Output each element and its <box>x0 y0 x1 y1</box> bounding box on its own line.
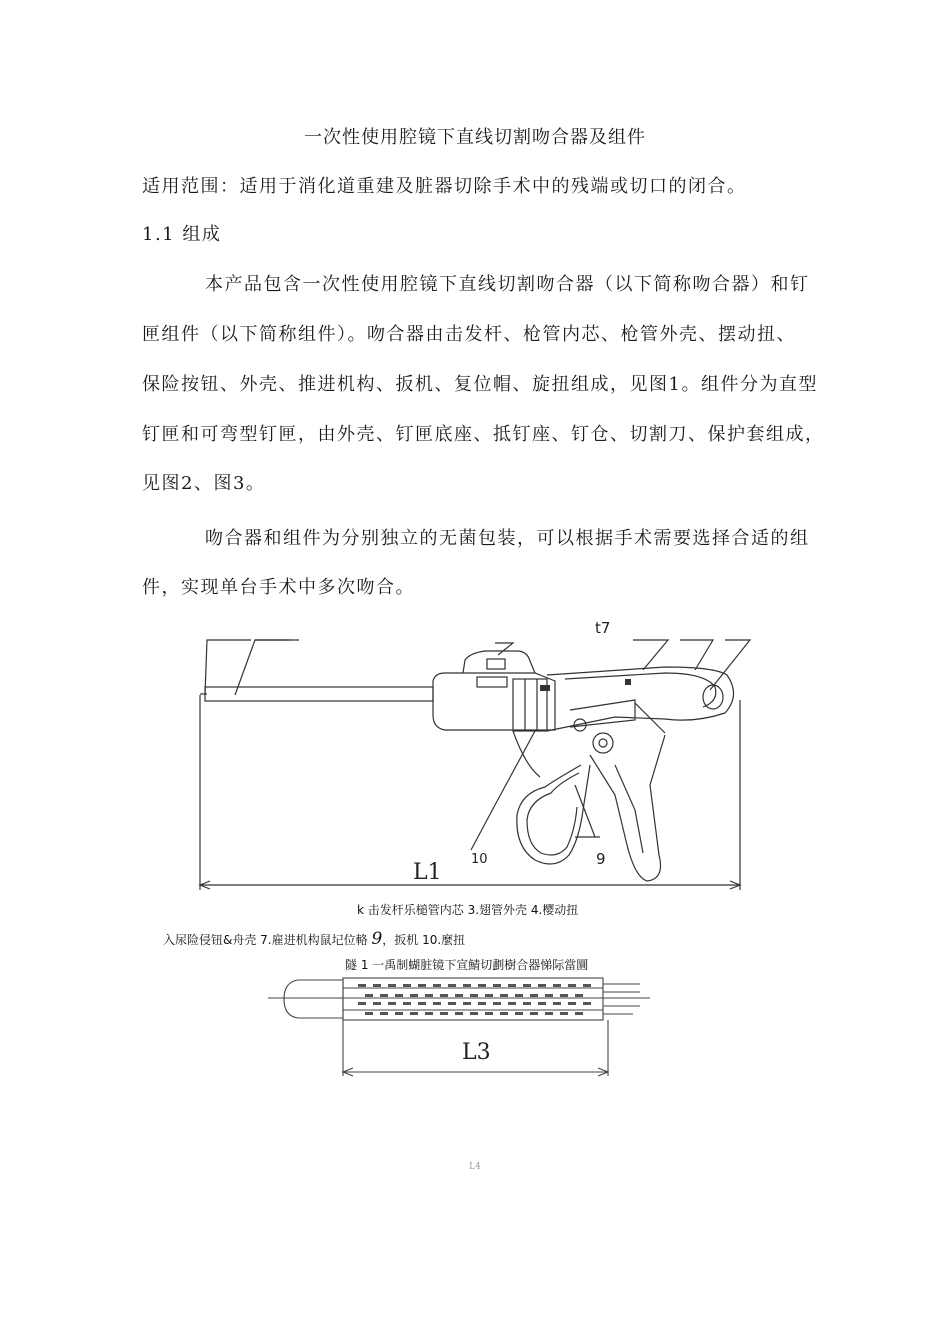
paragraph1-line: 匣组件（以下简称组件）。吻合器由击发杆、枪管内芯、枪管外壳、摆动扭、 <box>142 324 796 345</box>
paragraph1-line: 钉匣和可弯型钉匣，由外壳、钉匣底座、抵钉座、钉仓、切割刀、保护套组成， <box>142 424 825 445</box>
figure1-caption-line2 <box>163 929 465 949</box>
callout-label-9: 9 <box>596 850 606 868</box>
paragraph1-line: 本产品包含一次性使用腔镜下直线切割吻合器（以下简称吻合器）和钉 <box>205 274 810 295</box>
figure1-caption-line3: 隧 1 一禹制蝴脏镜下宣鯖切劃樹合器悌际當圜 <box>345 958 589 972</box>
page-number: L4 <box>469 1162 481 1172</box>
callout-label-10: 10 <box>471 852 488 867</box>
paragraph1-line: 见图2、图3。 <box>142 473 266 494</box>
dimension-l3: L3 <box>462 1040 491 1065</box>
scope-text: 适用范围：适用于消化道重建及脏器切除手术中的残端或切口的闭合。 <box>142 176 747 197</box>
cartridge-figure <box>268 970 653 1080</box>
caption-part: 入尿险侵钮&舟壳 7.雇进机构鼠圮位輅 <box>163 933 372 947</box>
document-title: 一次性使用腔镜下直线切割吻合器及组件 <box>304 127 646 148</box>
figure1-caption-line1: k 击发杆乐槌管内芯 3.翅管外壳 4.樱动扭 <box>357 903 579 917</box>
caption-part: ，扳机 10.麼扭 <box>382 933 466 947</box>
dimension-l1: L1 <box>413 860 442 885</box>
paragraph2-line: 吻合器和组件为分别独立的无菌包装，可以根据手术需要选择合适的组 <box>205 528 810 549</box>
section-heading: 1.1 组成 <box>142 224 222 245</box>
paragraph1-line: 保险按钮、外壳、推进机构、扳机、复位帽、旋扭组成，见图1。组件分为直型 <box>142 374 818 395</box>
paragraph2-line: 件，实现单台手术中多次吻合。 <box>142 577 415 598</box>
caption-italic-9: 9 <box>371 929 383 949</box>
callout-label-t7: t7 <box>595 619 611 637</box>
